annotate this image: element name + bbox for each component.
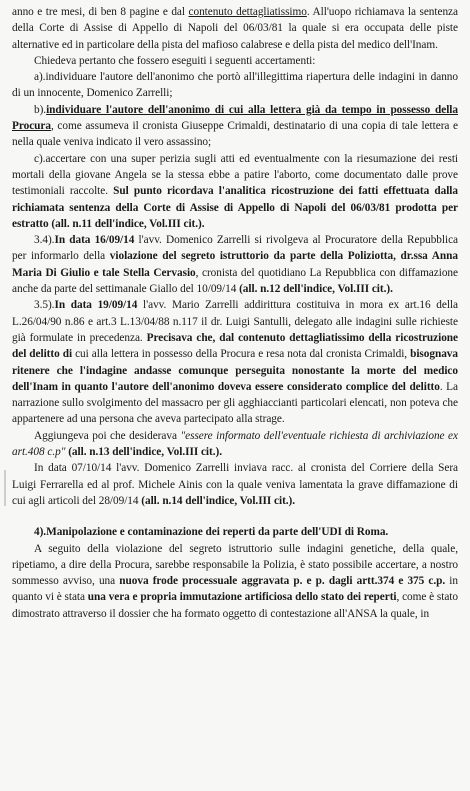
paragraph-intro	[12, 4, 458, 53]
bold-text: Sul punto ricordava l'analitica ricostruzione dei fatti effettuata dalla richiamata sentenza della Corte di Assise di Appello di Napoli del 06/03/81 prodotta per estratto	[12, 185, 458, 230]
annex-reference: (all. n.11 dell'indice, Vol.III cit.).	[51, 217, 205, 230]
paragraph-section-4	[12, 541, 458, 622]
text-run: Chiedeva pertanto che fossero eseguiti i seguenti accertamenti:	[34, 54, 316, 67]
text-run: A seguito della violazione del segreto istruttorio sulle indagini genetiche, della quale, ripetiamo, a dire della Procura, sarebbe responsabile la Polizia, è stato possibile accertare, a nostro sommesso avviso, una	[12, 542, 458, 588]
date-bold: In data 19/09/14	[54, 299, 138, 312]
paragraph-item-c	[12, 151, 458, 232]
paragraph-number: 3.4).	[34, 234, 55, 247]
underlined-text: contenuto dettagliatissimo	[188, 6, 307, 18]
bold-text: nuova frode processuale aggravata p. e p. dagli artt.374 e 375 c.p.	[119, 575, 446, 588]
section-heading: 4).Manipolazione e contaminazione dei reperti da parte dell'UDI di Roma.	[34, 526, 389, 539]
text-run: cui alla lettera in possesso della Procura e resa nota dal cronista Crimaldi,	[72, 348, 411, 361]
italic-quote: "essere informato dell'eventuale richiesta di archiviazione ex art.408 c.p"	[12, 429, 458, 459]
text-run: l'avv. Mario Zarrelli addirittura costituiva in mora ex art.16 della L.26/04/90 n.86 e art.3 L.13/04/88 n.117 il dr. Luigi Santulli, delegato alle indagini sulle richieste già formulate in precedenza.	[12, 299, 458, 344]
paragraph-3-4	[12, 232, 458, 297]
spacer	[12, 509, 458, 516]
paragraph-number: 3.5).	[34, 299, 55, 312]
text-run: l'avv. Domenico Zarrelli si rivolgeva al Procuratore della Repubblica per informarlo della	[12, 234, 458, 263]
text-run: . La narrazione sullo svolgimento del massacro per gli agghiaccianti particolari elencati, non poteva che appartenere ad una persona che aveva partecipato alla strage.	[12, 380, 458, 426]
scan-artifact	[4, 470, 6, 506]
text-run: , come è stato dimostrato attraverso il dossier che ha formato oggetto di contestazione all'ANSA la quale, in	[12, 591, 458, 620]
annex-reference: (all. n.12 dell'indice, Vol.III cit.).	[239, 283, 393, 296]
paragraph-letter	[12, 460, 458, 509]
bold-underlined-text: individuare l'autore dell'anonimo di cui alla lettera già da tempo in possesso della Procura	[12, 103, 458, 133]
bold-text: bisognava ritenere che l'indagine andasse comunque perseguita nonostante la morte del medico dell'Inam in quanto l'autore dell'anonimo doveva essere considerato complice del delitto	[12, 348, 458, 393]
text-run: In data 07/10/14 l'avv. Domenico Zarrelli inviava racc. al cronista del Corriere della Sera Luigi Ferrarella ed al prof. Michele Ainis con la quale veniva lamentata la grave diffamazione di cui agli articoli del 28/09/14	[12, 462, 458, 507]
text-run: b).	[34, 103, 47, 116]
text-run: . All'uopo richiamava la sentenza della Corte di Assise di Appello di Napoli del 06/03/81 la quale si era occupata delle piste alternative ed in particolare della pista del mafioso calabrese e della pista del medico dell'Inam.	[12, 6, 458, 51]
bold-text: violazione del segreto istruttorio da parte della Poliziotta, dr.ssa Anna Maria Di Giulio e tale Stella Cervasio	[12, 250, 458, 279]
text-run: c).accertare con una super perizia sugli atti ed eventualmente con la riesumazione dei resti mortali della giovane Angela se la stessa ebbe a patire l'aborto, come documentato dalle prove testimoniali raccolte.	[12, 152, 458, 198]
text-run: , come assumeva il cronista Giuseppe Crimaldi, destinatario di una copia di tale lettera e nella quale veniva indicato il vero assassino;	[12, 120, 458, 149]
paragraph-item-a	[12, 69, 458, 102]
bold-text: una vera e propria immutazione artificiosa dello stato dei reperti	[87, 591, 397, 604]
text-run: in quanto vi è stata	[12, 575, 458, 604]
text-run: , cronista del quotidiano La Repubblica con diffamazione anche da parte del settimanale Giallo del 10/09/14	[12, 266, 458, 296]
paragraph-item-b	[12, 102, 458, 151]
text-run: Aggiungeva poi che desiderava	[34, 429, 181, 442]
paragraph-request	[12, 53, 458, 69]
bold-text: Precisava che, dal contenuto dettagliatissimo della ricostruzione del delitto di	[12, 331, 458, 361]
annex-reference: (all. n.13 dell'indice, Vol.III cit.).	[68, 446, 222, 459]
paragraph-3-5	[12, 297, 458, 427]
paragraph-addendum	[12, 428, 458, 461]
text-run: a).individuare l'autore dell'anonimo che portò all'illegittima riapertura delle indagini in danno di un innocente, Domenico Zarrelli;	[12, 71, 458, 100]
text-run: anno e tre mesi, di ben 8 pagine e dal	[12, 6, 189, 18]
annex-reference: (all. n.14 dell'indice, Vol.III cit.).	[141, 494, 296, 507]
date-bold: In data 16/09/14	[54, 234, 135, 247]
